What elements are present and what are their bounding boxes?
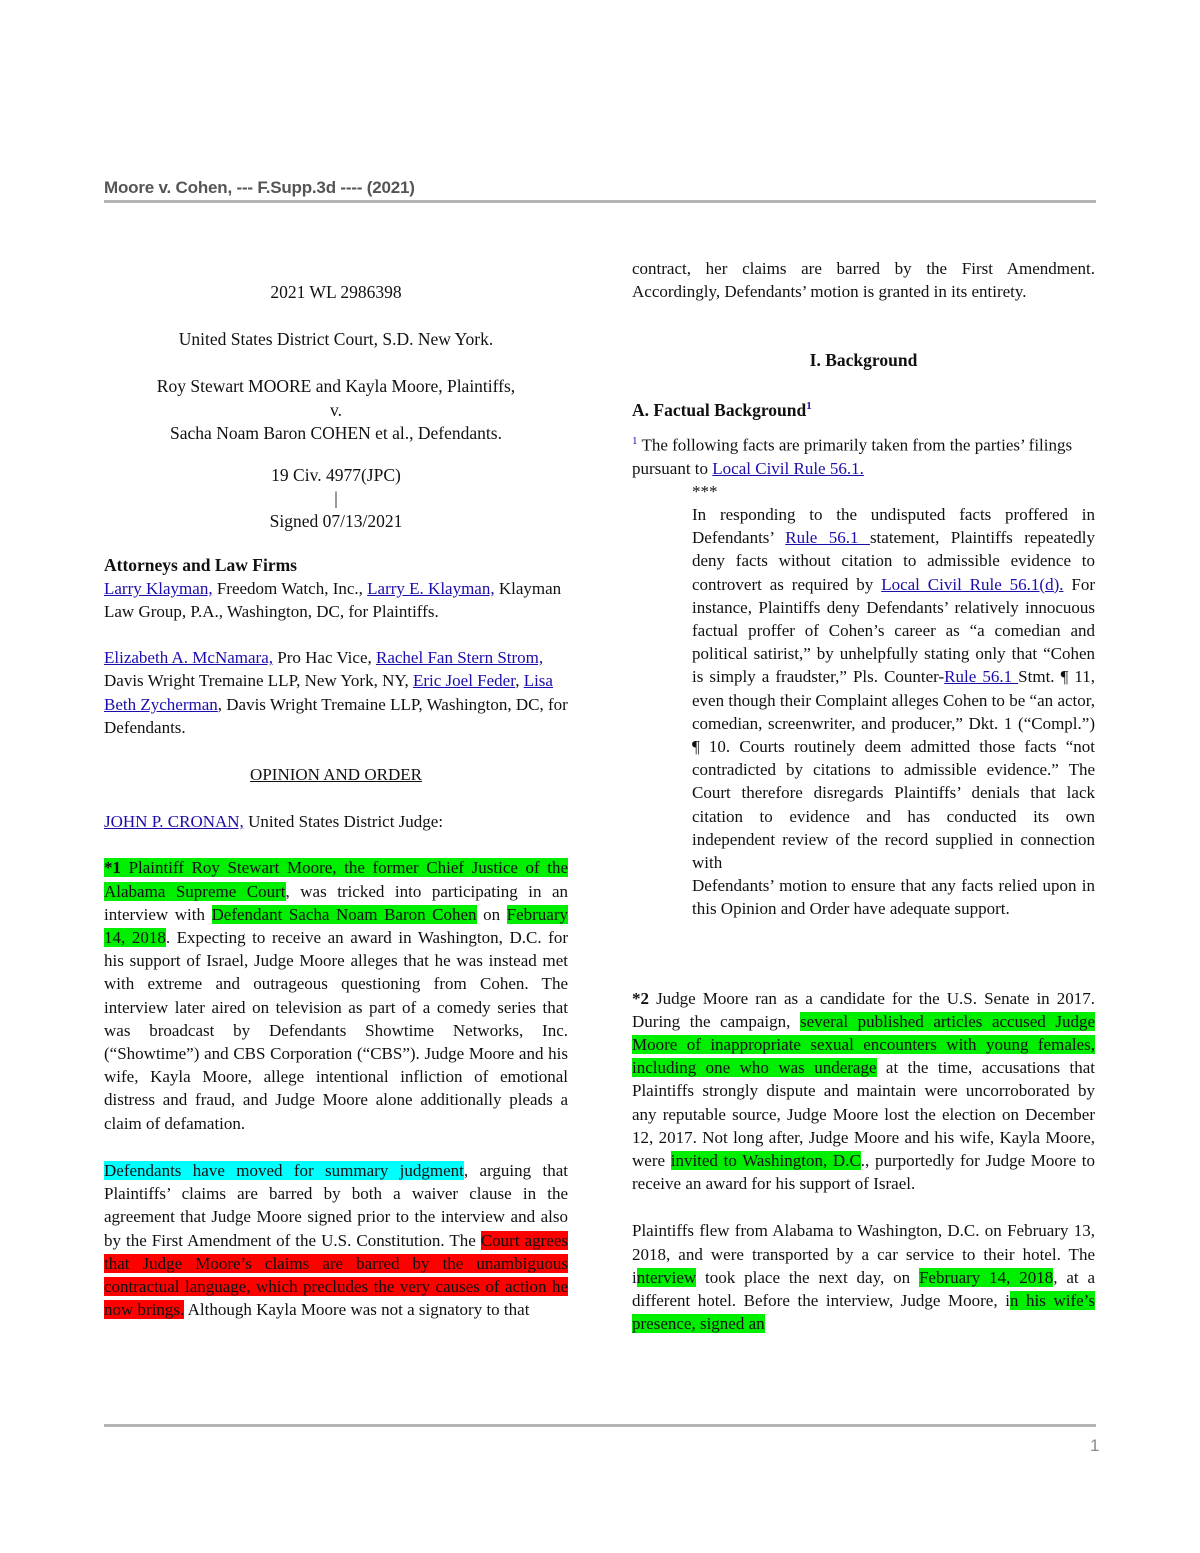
paragraph-4: Plaintiffs flew from Alabama to Washington, D.C. on February 13, 2018, and were transported by a car service to their hotel. The interview took place the next day, on February 14, 2018, at a different hotel. Before the interview, Judge Moore, in his wife’s presence, signed an (632, 1221, 1095, 1334)
footnote-text: In responding to the undisputed facts proffered in Defendants’ Rule 56.1 statement, Plaintiffs repeatedly deny facts without citation to admissible evidence to controvert as required by Local Civil Rule 56.1(d). For instance, Plaintiffs deny Defendants’ relatively innocuous factual proffer of Cohen’s career as “a comedian and political satirist,” by unhelpfully stating only that “Cohen is simply a fraudster,” Pls. Counter-Rule 56.1 Stmt. ¶ 11, even though their Complaint alleges Cohen to be “an actor, comedian, screenwriter, and producer,” Dkt. 1 (“Compl.”) ¶ 10. Courts routinely deem admitted those facts “not contradicted by citations to admissible evidence.” The Court therefore disregards Plaintiffs’ denials that lack citation to evidence and has conducted its own independent review of the record supplied in connection with (692, 504, 1096, 872)
judge-line: JOHN P. CRONAN, United States District Judge: (104, 812, 444, 832)
footer-rule (104, 1424, 1096, 1427)
footnote-stars: *** (692, 481, 718, 501)
case-caption (104, 281, 568, 534)
attorney-link[interactable]: Larry Klayman, (104, 578, 213, 598)
rule-link[interactable]: Local Civil Rule 56.1. (712, 458, 864, 478)
paragraph-continuation: contract, her claims are barred by the First Amendment. Accordingly, Defendants’ motion is granted in its entirety. (632, 259, 1095, 302)
signed-date: Signed 07/13/2021 (269, 511, 403, 532)
attorneys-heading: Attorneys and Law Firms (104, 554, 297, 575)
opinion-title: OPINION AND ORDER (250, 765, 422, 785)
judge-link[interactable]: JOHN P. CRONAN, (104, 812, 244, 832)
section-heading: I. Background (809, 350, 918, 371)
attorney-link[interactable]: Elizabeth A. McNamara, (104, 648, 273, 668)
court-name: United States District Court, S.D. New York. (178, 329, 494, 350)
rule-link[interactable]: Rule 56.1 (944, 667, 1019, 687)
versus: v. (330, 399, 342, 420)
paragraph-1: *1 Plaintiff Roy Stewart Moore, the former Chief Justice of the Alabama Supreme Court, was tricked into participating in an interview with Defendant Sacha Noam Baron Cohen on February 14, 2018. Expecting to receive an award in Washington, D.C. for his support of Israel, Judge Moore alleges that he was instead met with extreme and outrageous questioning from Cohen. The interview later aired on television as part of a comedy series that was broadcast by Defendants Showtime Networks, Inc. (“Showtime”) and CBS Corporation (“CBS”). Judge Moore and his wife, Kayla Moore, allege intentional infliction of emotional distress and fraud, and Judge Moore alone additionally pleads a claim of defamation. (104, 858, 569, 1133)
header-rule (104, 200, 1096, 203)
star-page-marker: *2 (632, 988, 649, 1008)
right-column (632, 257, 1095, 1335)
plaintiffs-line: Roy Stewart MOORE and Kayla Moore, Plaintiffs, (156, 376, 516, 397)
paragraph-3: *2 Judge Moore ran as a candidate for the U.S. Senate in 2017. During the campaign, several published articles accused Judge Moore of inappropriate sexual encounters with young females, including one who was underage at the time, accusations that Plaintiffs strongly dispute and maintain were uncorroborated by any reputable source, Judge Moore lost the election on December 12, 2017. Not long after, Judge Moore and his wife, Kayla Moore, were invited to Washington, D.C., purportedly for Judge Moore to receive an award for his support of Israel. (632, 988, 1096, 1194)
paragraph-2: Defendants have moved for summary judgment, arguing that Plaintiffs’ claims are barred by both a waiver clause in the agreement that Judge Moore signed prior to the interview and also by the First Amendment of the U.S. Constitution. The Court agrees that Judge Moore’s claims are barred by the unambiguous contractual language, which precludes the very causes of action he now brings. Although Kayla Moore was not a signatory to that (104, 1160, 569, 1320)
footnote-marker[interactable]: 1 (806, 399, 812, 412)
defendants-attorneys: Elizabeth A. McNamara, Pro Hac Vice, Rachel Fan Stern Strom, Davis Wright Tremaine LLP, New York, NY, Eric Joel Feder, Lisa Beth Zycherman, Davis Wright Tremaine LLP, Washington, DC, for Defendants. (104, 648, 568, 737)
attorney-link[interactable]: Rachel Fan Stern Strom, (376, 648, 544, 668)
star-page-marker: *1 (104, 858, 121, 878)
defendants-line: Sacha Noam Baron COHEN et al., Defendants. (170, 422, 502, 443)
footnote-1: $^1$ The following facts are primarily taken from the parties’ filings pursuant to Local Civil Rule 56.1. (632, 434, 1073, 478)
attorney-link[interactable]: Eric Joel Feder (412, 671, 516, 691)
attorney-link[interactable]: Larry E. Klayman, (367, 578, 495, 598)
left-column (104, 281, 568, 1321)
rule-link[interactable]: Local Civil Rule 56.1(d). (881, 574, 1064, 594)
docket-number: 19 Civ. 4977(JPC) (271, 465, 401, 486)
rule-link[interactable]: Rule 56.1 (785, 528, 870, 548)
footnote-block (692, 480, 1095, 921)
subsection-heading: A. Factual Background$^1$ (632, 399, 812, 420)
attorney-link[interactable]: Lisa Beth Zycherman (104, 671, 553, 714)
plaintiffs-attorneys: Larry Klayman, Freedom Watch, Inc., Larry E. Klayman, Klayman Law Group, P.A., Washington, DC, for Plaintiffs. (104, 578, 562, 622)
running-header: Moore v. Cohen, --- F.Supp.3d ---- (2021) (104, 178, 415, 197)
caption-separator: | (334, 488, 338, 509)
footnote-text-end: Defendants’ motion to ensure that any facts relied upon in this Opinion and Order have adequate support. (692, 876, 1095, 919)
citation: 2021 WL 2986398 (270, 282, 402, 302)
page-number: 1 (1090, 1436, 1100, 1455)
